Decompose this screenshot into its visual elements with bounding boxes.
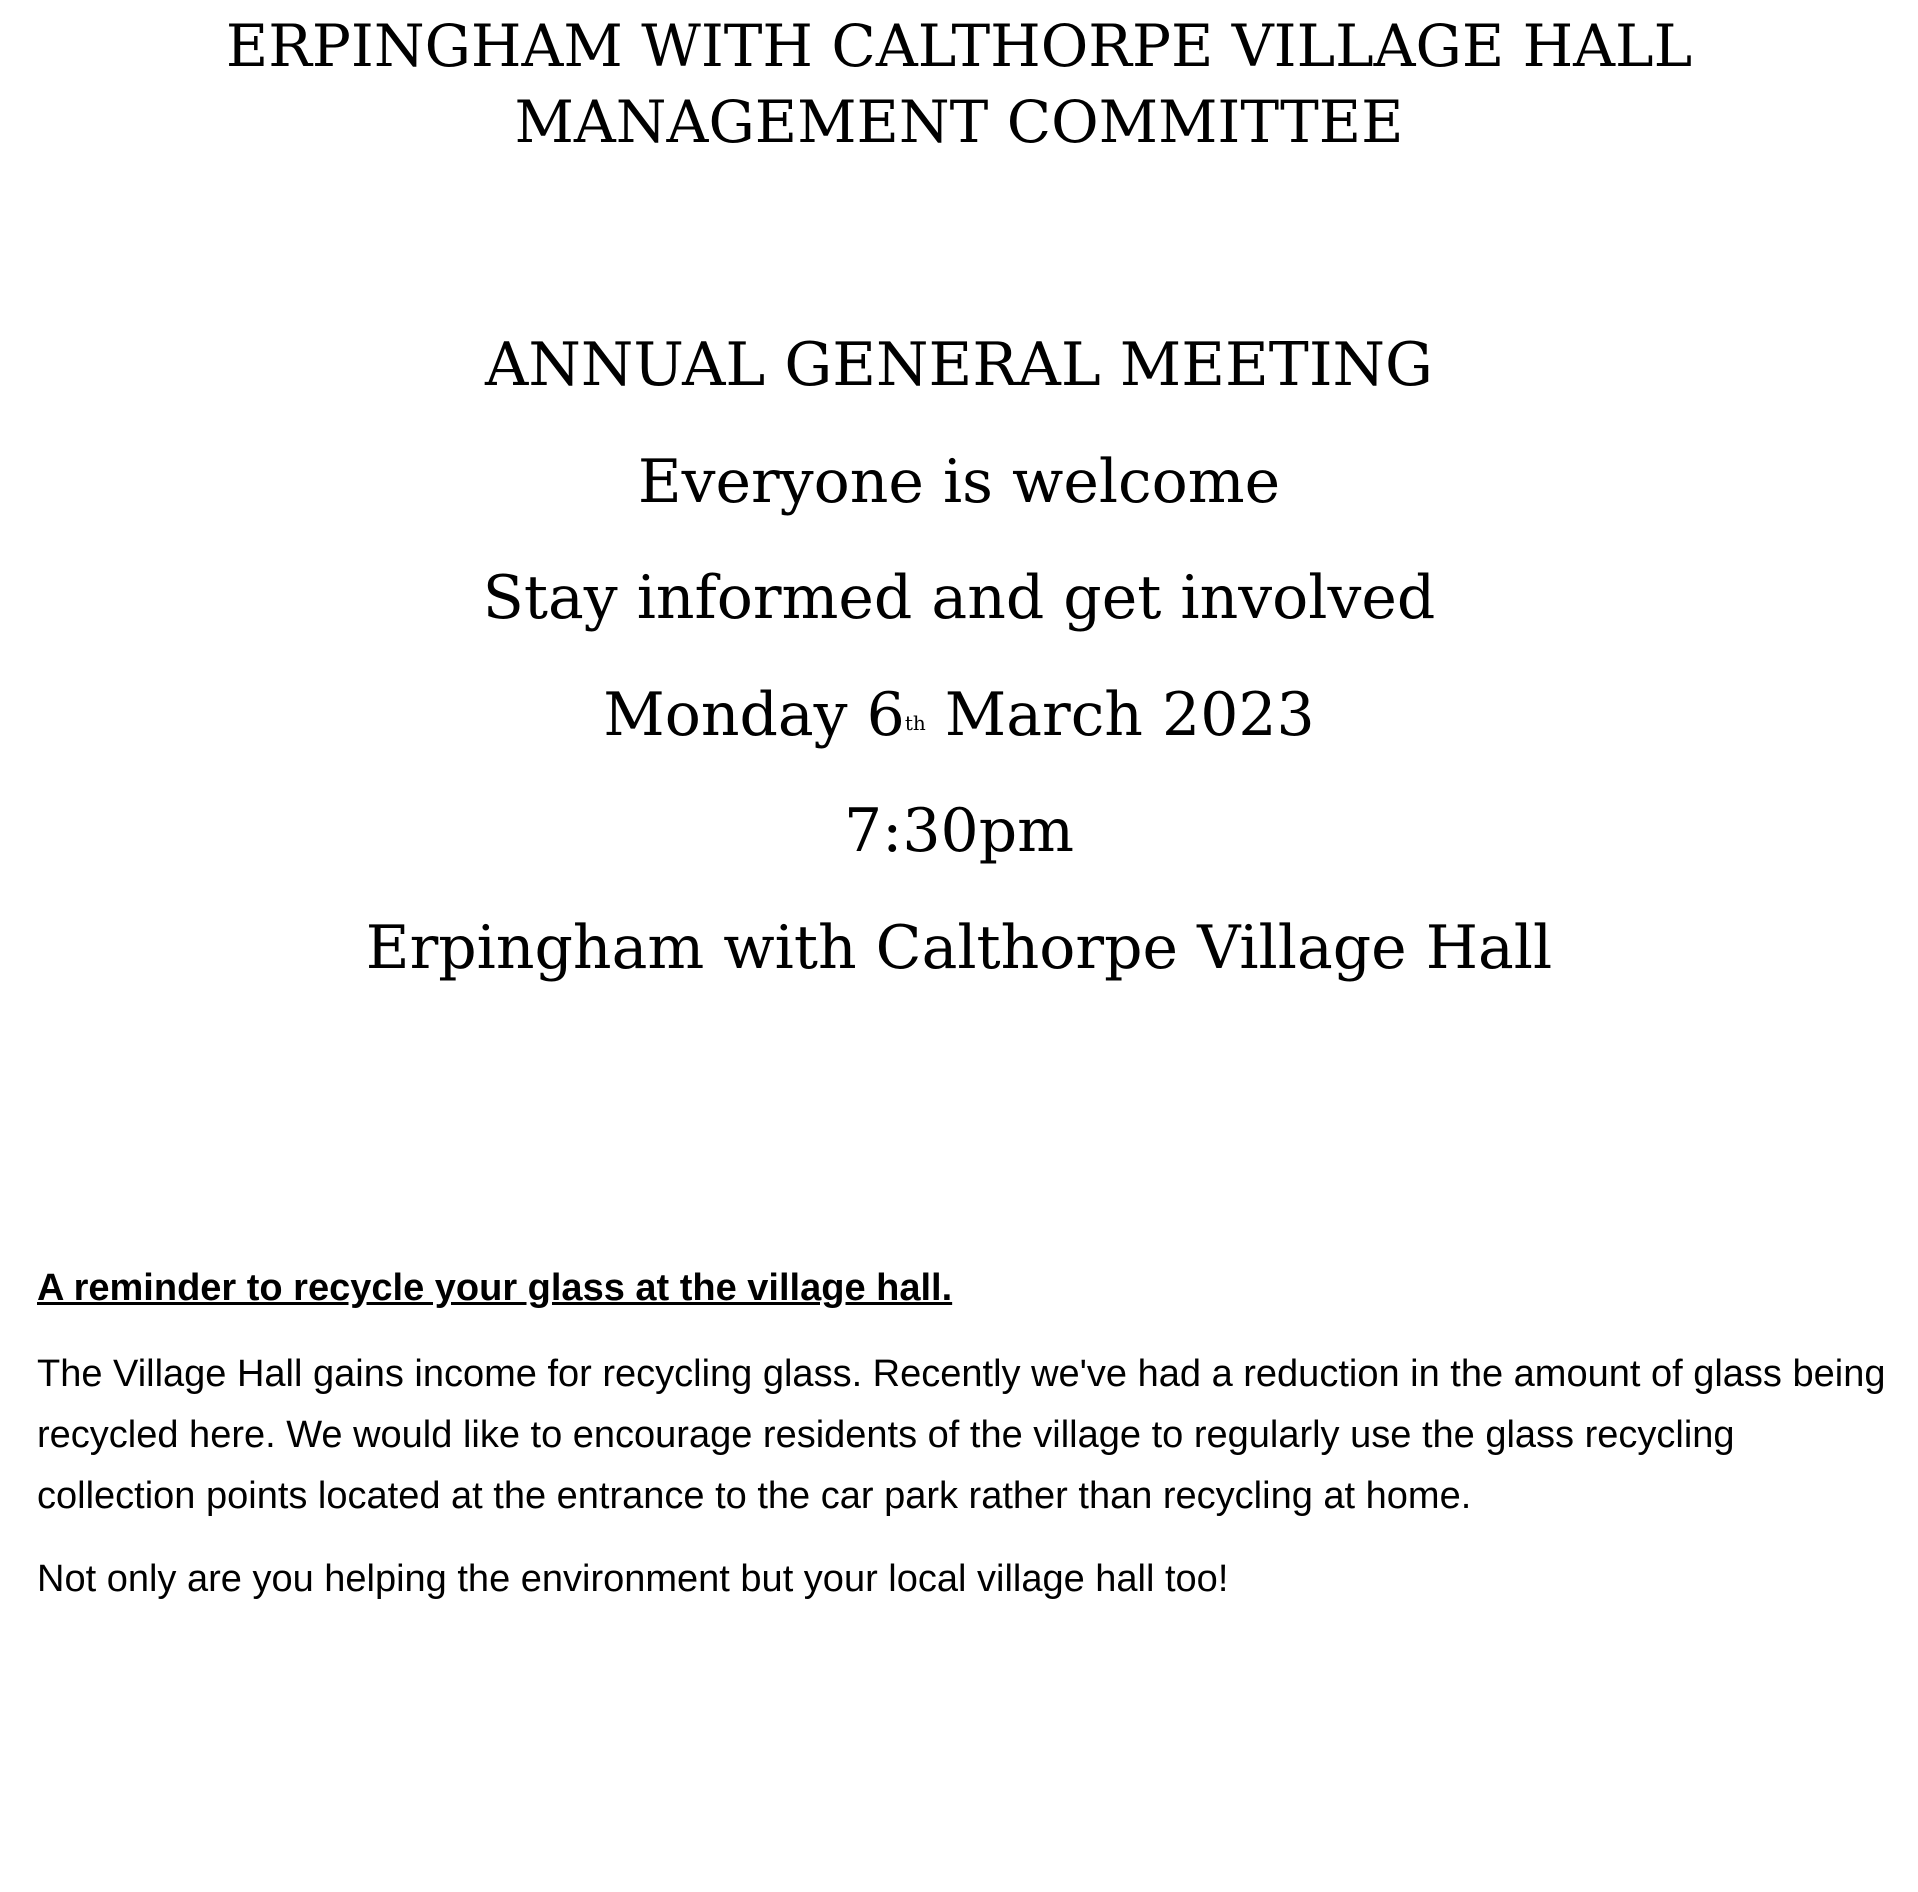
meeting-date-month-year: March 2023: [925, 680, 1315, 750]
recycling-paragraph-1: The Village Hall gains income for recycling glass. Recently we've had a reduction in the amount of glass being recycled here. We would like to encourage residents of the village to regularly use the glass recycling collection points located at the entrance to the car park rather than recycling at home.: [37, 1353, 1886, 1517]
recycling-paragraph-2: Not only are you helping the environment but your local village hall too!: [37, 1558, 1229, 1600]
meeting-title: ANNUAL GENERAL MEETING: [485, 330, 1433, 400]
recycling-heading: A reminder to recycle your glass at the village hall.: [37, 1267, 953, 1309]
committee-header: [0, 8, 1918, 160]
meeting-date-ordinal: th: [904, 711, 926, 735]
meeting-date: [0, 680, 1918, 750]
welcome-line: Everyone is welcome: [637, 447, 1281, 517]
tagline: Stay informed and get involved: [482, 563, 1436, 633]
meeting-date-day: Monday 6: [603, 680, 905, 750]
committee-header-line-2: MANAGEMENT COMMITTEE: [514, 88, 1404, 156]
recycling-notice: [37, 1262, 1887, 1632]
meeting-time: 7:30pm: [843, 796, 1075, 866]
meeting-venue: Erpingham with Calthorpe Village Hall: [365, 913, 1553, 983]
committee-header-line-1: ERPINGHAM WITH CALTHORPE VILLAGE HALL: [225, 12, 1693, 80]
